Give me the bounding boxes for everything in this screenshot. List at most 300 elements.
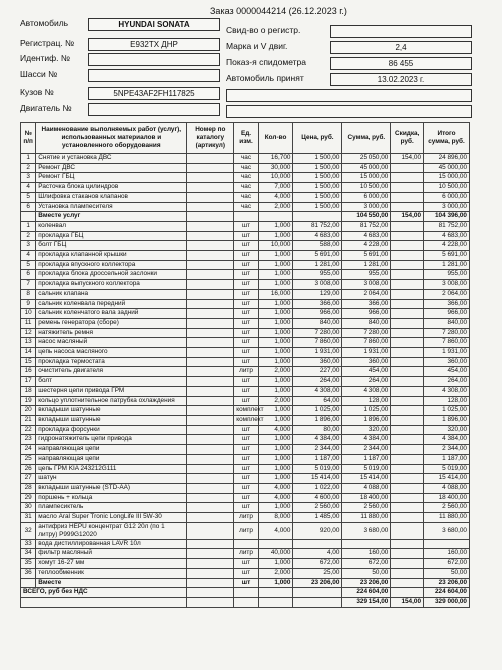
totals-cell <box>293 588 342 598</box>
table-row <box>21 513 470 523</box>
table-row <box>21 445 470 455</box>
table-cell: шт <box>234 270 258 280</box>
table-cell: 1 931,00 <box>424 348 470 358</box>
table-cell: 1 022,00 <box>293 483 342 493</box>
table-cell: 1,000 <box>258 559 293 569</box>
table-cell <box>391 578 424 588</box>
table-cell: 23 <box>21 435 36 445</box>
table-cell: Вместе услуг <box>36 212 187 222</box>
table-cell: 1 025,00 <box>424 406 470 416</box>
table-row <box>21 318 470 328</box>
table-row <box>21 251 470 261</box>
table-cell: 2,000 <box>258 568 293 578</box>
table-cell: 23 206,00 <box>293 578 342 588</box>
table-cell: 1 <box>21 221 36 231</box>
table-cell: литр <box>234 549 258 559</box>
table-cell <box>391 425 424 435</box>
table-cell: 154,00 <box>391 154 424 164</box>
table-cell: 1 500,00 <box>293 163 342 173</box>
table-cell <box>187 192 234 202</box>
table-cell: 4 <box>21 183 36 193</box>
table-cell: 9 <box>21 299 36 309</box>
col-name: Наименование выполняемых работ (услуг), использованных материалов и установленного оборудования <box>36 123 187 154</box>
table-cell <box>187 299 234 309</box>
table-cell: 1 281,00 <box>342 260 391 270</box>
table-cell: 4 228,00 <box>342 241 391 251</box>
table-cell: 4 088,00 <box>424 483 470 493</box>
table-cell: 2 344,00 <box>424 445 470 455</box>
table-cell <box>187 435 234 445</box>
table-cell: 13 <box>21 338 36 348</box>
table-cell: 4,000 <box>258 483 293 493</box>
table-cell: шт <box>234 221 258 231</box>
header-block <box>0 0 502 120</box>
table-cell: 7 860,00 <box>293 338 342 348</box>
table-cell: 1 187,00 <box>293 454 342 464</box>
table-cell: 3 <box>21 173 36 183</box>
table-cell: 1 896,00 <box>342 415 391 425</box>
table-row <box>21 192 470 202</box>
body-label: Кузов № <box>20 87 54 97</box>
table-cell: сальник коленвала передний <box>36 299 187 309</box>
table-cell: 8,000 <box>258 513 293 523</box>
table-row <box>21 559 470 569</box>
table-cell <box>187 415 234 425</box>
col-num: № п/п <box>21 123 36 154</box>
table-cell <box>391 464 424 474</box>
table-cell: 10,000 <box>258 173 293 183</box>
table-cell <box>391 241 424 251</box>
work-table <box>20 122 470 608</box>
table-cell: насос масляный <box>36 338 187 348</box>
table-row <box>21 212 470 222</box>
body-value: 5NPE43AF2FH117825 <box>88 87 220 100</box>
table-cell: натяжитель ремня <box>36 328 187 338</box>
col-discount: Скидка, руб. <box>391 123 424 154</box>
table-cell: 840,00 <box>342 318 391 328</box>
table-cell: 1,000 <box>258 260 293 270</box>
table-cell <box>21 578 36 588</box>
table-cell <box>187 173 234 183</box>
table-cell: 7 860,00 <box>342 338 391 348</box>
table-cell: 129,00 <box>293 289 342 299</box>
table-cell <box>187 289 234 299</box>
table-cell <box>187 338 234 348</box>
table-cell: гидронатяжитель цепи привода <box>36 435 187 445</box>
table-cell: шт <box>234 568 258 578</box>
table-cell: 25 050,00 <box>342 154 391 164</box>
table-cell <box>391 568 424 578</box>
table-cell: 104 550,00 <box>342 212 391 222</box>
table-cell: 454,00 <box>424 367 470 377</box>
table-cell <box>391 396 424 406</box>
table-cell: 3 680,00 <box>424 522 470 539</box>
table-cell: прокладка ГБЦ <box>36 231 187 241</box>
table-cell: 1 281,00 <box>424 260 470 270</box>
table-cell: 1,000 <box>258 270 293 280</box>
table-header-row <box>21 123 470 154</box>
table-cell <box>187 568 234 578</box>
table-cell: цепь насоса масляного <box>36 348 187 358</box>
table-cell: 18 <box>21 386 36 396</box>
cert-value <box>330 25 472 38</box>
table-cell: 12 <box>21 328 36 338</box>
table-cell: 23 206,00 <box>342 578 391 588</box>
totals-cell: 329 000,00 <box>424 597 470 607</box>
table-cell: 588,00 <box>293 241 342 251</box>
table-cell: 5 691,00 <box>424 251 470 261</box>
table-cell <box>234 212 258 222</box>
table-cell: шт <box>234 348 258 358</box>
table-cell: 2 <box>21 163 36 173</box>
totals-cell: ВСЕГО, руб без НДС <box>21 588 187 598</box>
table-cell: 10 500,00 <box>342 183 391 193</box>
table-cell: болт ГБЦ <box>36 241 187 251</box>
table-cell: фильтр масляный <box>36 549 187 559</box>
table-cell: 4 384,00 <box>293 435 342 445</box>
table-cell: 1 500,00 <box>293 183 342 193</box>
table-cell: 4 308,00 <box>342 386 391 396</box>
table-cell: 45 000,00 <box>342 163 391 173</box>
table-cell: шт <box>234 309 258 319</box>
table-cell: 4 308,00 <box>424 386 470 396</box>
table-cell: 8 <box>21 289 36 299</box>
table-cell: 4 <box>21 251 36 261</box>
table-cell: 21 <box>21 415 36 425</box>
blank-field-2 <box>226 105 472 118</box>
table-cell: 1,000 <box>258 231 293 241</box>
table-cell: 1,000 <box>258 309 293 319</box>
table-cell: 366,00 <box>342 299 391 309</box>
table-cell: шт <box>234 386 258 396</box>
table-cell: шт <box>234 559 258 569</box>
table-cell <box>391 202 424 212</box>
table-cell: 1,000 <box>258 464 293 474</box>
table-cell <box>391 367 424 377</box>
table-cell: литр <box>234 367 258 377</box>
table-cell: 2,000 <box>258 367 293 377</box>
table-cell: 2,000 <box>258 396 293 406</box>
table-cell: 1,000 <box>258 348 293 358</box>
table-cell <box>391 503 424 513</box>
table-cell: 32 <box>21 522 36 539</box>
table-cell: масло Aral Super Tronic LongLife III 5W-30 <box>36 513 187 523</box>
table-cell: 160,00 <box>342 549 391 559</box>
table-cell: 16 <box>21 367 36 377</box>
table-row <box>21 474 470 484</box>
table-cell: 154,00 <box>391 212 424 222</box>
table-cell: 81 752,00 <box>293 221 342 231</box>
table-cell: 10,000 <box>258 241 293 251</box>
table-cell <box>187 154 234 164</box>
table-cell: прокладка выпускного коллектора <box>36 280 187 290</box>
table-cell: 15 <box>21 357 36 367</box>
table-row <box>21 396 470 406</box>
table-cell: час <box>234 202 258 212</box>
table-cell: 40,000 <box>258 549 293 559</box>
table-cell <box>391 289 424 299</box>
col-price: Цена, руб. <box>293 123 342 154</box>
table-row <box>21 241 470 251</box>
table-row <box>21 231 470 241</box>
table-row <box>21 309 470 319</box>
table-cell <box>342 539 391 549</box>
table-cell: Снятие и установка ДВС <box>36 154 187 164</box>
odo-label: Показ-я спидометра <box>226 57 306 67</box>
table-cell: 1 500,00 <box>293 173 342 183</box>
table-cell: 672,00 <box>293 559 342 569</box>
table-cell <box>391 493 424 503</box>
table-row <box>21 425 470 435</box>
table-cell <box>187 503 234 513</box>
table-cell: ремень генератора (сборе) <box>36 318 187 328</box>
table-cell: 6 000,00 <box>424 192 470 202</box>
table-cell: шт <box>234 328 258 338</box>
table-cell: 5 <box>21 192 36 202</box>
table-cell: 5 019,00 <box>424 464 470 474</box>
table-cell <box>391 445 424 455</box>
table-cell: 104 396,00 <box>424 212 470 222</box>
table-cell: Ремонт ГБЦ <box>36 173 187 183</box>
table-cell: час <box>234 173 258 183</box>
table-cell: 360,00 <box>424 357 470 367</box>
table-cell: поршень + кольца <box>36 493 187 503</box>
table-cell: 1 500,00 <box>293 192 342 202</box>
table-cell: Расточка блока цилиндров <box>36 183 187 193</box>
totals-row <box>21 597 470 607</box>
totals-cell: 154,00 <box>391 597 424 607</box>
table-cell <box>391 183 424 193</box>
table-cell <box>391 522 424 539</box>
table-cell: 3 000,00 <box>424 202 470 212</box>
table-cell: 454,00 <box>342 367 391 377</box>
table-cell: 4,000 <box>258 493 293 503</box>
table-cell: 1,000 <box>258 474 293 484</box>
table-cell: 7,000 <box>258 183 293 193</box>
table-row <box>21 270 470 280</box>
table-cell: 160,00 <box>424 549 470 559</box>
table-cell: 2,000 <box>258 202 293 212</box>
table-cell: 23 206,00 <box>424 578 470 588</box>
totals-cell <box>234 588 258 598</box>
table-cell: шт <box>234 377 258 387</box>
table-cell <box>187 221 234 231</box>
table-cell: вода дистиллированная LAVR 10л <box>36 539 187 549</box>
table-cell: 7 860,00 <box>424 338 470 348</box>
table-cell: 1 485,00 <box>293 513 342 523</box>
table-cell: 1 187,00 <box>342 454 391 464</box>
table-cell: шт <box>234 425 258 435</box>
table-cell: 3 <box>21 241 36 251</box>
table-cell: шт <box>234 493 258 503</box>
table-cell: 1,000 <box>258 386 293 396</box>
table-row <box>21 163 470 173</box>
totals-cell <box>391 588 424 598</box>
table-cell: 5 691,00 <box>342 251 391 261</box>
table-cell <box>187 348 234 358</box>
table-cell <box>391 406 424 416</box>
table-cell: болт <box>36 377 187 387</box>
table-row <box>21 299 470 309</box>
table-row <box>21 260 470 270</box>
table-cell: сальник коленчатого вала задний <box>36 309 187 319</box>
table-cell: 18 400,00 <box>342 493 391 503</box>
table-cell <box>391 483 424 493</box>
table-cell: хомут 16-27 мм <box>36 559 187 569</box>
table-cell: 34 <box>21 549 36 559</box>
table-cell <box>187 522 234 539</box>
table-cell: теплообменник <box>36 568 187 578</box>
table-cell: час <box>234 163 258 173</box>
cert-label: Свид-во о регистр. <box>226 25 301 35</box>
engine-value <box>88 103 220 116</box>
table-cell <box>21 212 36 222</box>
table-cell: 18 400,00 <box>424 493 470 503</box>
table-cell: 30 <box>21 503 36 513</box>
vin-value <box>88 53 220 66</box>
table-cell <box>391 318 424 328</box>
totals-cell: 224 604,00 <box>342 588 391 598</box>
table-cell: 2 560,00 <box>342 503 391 513</box>
table-cell: 64,00 <box>293 396 342 406</box>
table-cell <box>391 221 424 231</box>
table-cell <box>391 251 424 261</box>
table-cell: шт <box>234 280 258 290</box>
table-cell: 4 228,00 <box>424 241 470 251</box>
table-cell: сальник клапана <box>36 289 187 299</box>
brand-value: 2,4 <box>330 41 472 54</box>
table-cell: шт <box>234 454 258 464</box>
table-cell: 6 000,00 <box>342 192 391 202</box>
table-cell <box>187 445 234 455</box>
table-cell: 17 <box>21 377 36 387</box>
table-cell: 4 683,00 <box>342 231 391 241</box>
table-cell <box>187 251 234 261</box>
table-cell <box>187 539 234 549</box>
table-cell: 2 064,00 <box>342 289 391 299</box>
table-cell <box>391 163 424 173</box>
table-cell <box>187 367 234 377</box>
accepted-value: 13.02.2023 г. <box>330 73 472 86</box>
table-cell: 4,000 <box>258 192 293 202</box>
table-cell: 1,000 <box>258 251 293 261</box>
table-cell: 4,000 <box>258 425 293 435</box>
table-row <box>21 348 470 358</box>
vin-label: Идентиф. № <box>20 53 70 63</box>
col-catalog: Номер по каталогу (артикул) <box>187 123 234 154</box>
table-cell <box>187 309 234 319</box>
blank-field-1 <box>226 89 472 102</box>
totals-cell <box>234 597 258 607</box>
table-cell: 29 <box>21 493 36 503</box>
table-cell: 320,00 <box>424 425 470 435</box>
table-cell <box>391 338 424 348</box>
table-cell: 1 <box>21 154 36 164</box>
table-cell: 966,00 <box>424 309 470 319</box>
table-cell <box>391 270 424 280</box>
totals-cell <box>293 597 342 607</box>
order-title: Заказ 0000044214 (26.12.2023 г.) <box>210 6 347 16</box>
table-cell: 2 344,00 <box>342 445 391 455</box>
table-cell: 4 384,00 <box>424 435 470 445</box>
table-cell: час <box>234 154 258 164</box>
table-cell: шатун <box>36 474 187 484</box>
table-cell <box>391 454 424 464</box>
table-cell: 7 280,00 <box>342 328 391 338</box>
table-cell: Шлифовка стаканов клапанов <box>36 192 187 202</box>
table-cell: шт <box>234 464 258 474</box>
table-cell <box>187 386 234 396</box>
table-cell <box>391 474 424 484</box>
table-cell: шт <box>234 241 258 251</box>
table-cell: 227,00 <box>293 367 342 377</box>
table-cell: 955,00 <box>293 270 342 280</box>
table-cell <box>293 539 342 549</box>
table-cell: 1,000 <box>258 445 293 455</box>
table-cell: шестерня цепи привода ГРМ <box>36 386 187 396</box>
table-cell: 15 000,00 <box>342 173 391 183</box>
table-cell: 14 <box>21 348 36 358</box>
table-cell: 1,000 <box>258 578 293 588</box>
table-cell: очиститель двигателя <box>36 367 187 377</box>
table-cell: 1,000 <box>258 280 293 290</box>
table-cell: 672,00 <box>424 559 470 569</box>
table-cell: 24 <box>21 445 36 455</box>
col-qty: Кол-во <box>258 123 293 154</box>
table-cell: направляющая цепи <box>36 445 187 455</box>
table-cell <box>187 163 234 173</box>
table-cell <box>391 260 424 270</box>
totals-cell <box>258 597 293 607</box>
table-cell: 10 <box>21 309 36 319</box>
table-cell: 25 <box>21 454 36 464</box>
table-cell <box>187 377 234 387</box>
brand-label: Марка и V двиг. <box>226 41 288 51</box>
table-cell: 264,00 <box>342 377 391 387</box>
table-cell <box>187 212 234 222</box>
table-cell: 33 <box>21 539 36 549</box>
table-cell <box>187 280 234 290</box>
table-cell: прокладка блока дроссельной заслонки <box>36 270 187 280</box>
table-cell <box>187 241 234 251</box>
table-row <box>21 493 470 503</box>
table-cell <box>258 212 293 222</box>
table-cell: 10 500,00 <box>424 183 470 193</box>
table-row <box>21 221 470 231</box>
table-cell: 4 683,00 <box>293 231 342 241</box>
table-cell: шт <box>234 578 258 588</box>
table-cell: шт <box>234 318 258 328</box>
table-cell: шт <box>234 289 258 299</box>
col-sum: Сумма, руб. <box>342 123 391 154</box>
table-cell: прокладка форсунки <box>36 425 187 435</box>
table-cell: 840,00 <box>424 318 470 328</box>
table-cell: 22 <box>21 425 36 435</box>
table-cell: 4,00 <box>293 549 342 559</box>
table-cell <box>391 415 424 425</box>
table-cell <box>187 260 234 270</box>
table-cell: цепь ГРМ KIA 243212G111 <box>36 464 187 474</box>
table-cell <box>391 357 424 367</box>
table-cell <box>187 231 234 241</box>
table-cell: шт <box>234 503 258 513</box>
table-cell: 320,00 <box>342 425 391 435</box>
table-cell: 360,00 <box>293 357 342 367</box>
table-cell: вкладыши шатунные <box>36 415 187 425</box>
table-cell: шт <box>234 299 258 309</box>
table-cell: 3 000,00 <box>342 202 391 212</box>
table-cell <box>391 513 424 523</box>
